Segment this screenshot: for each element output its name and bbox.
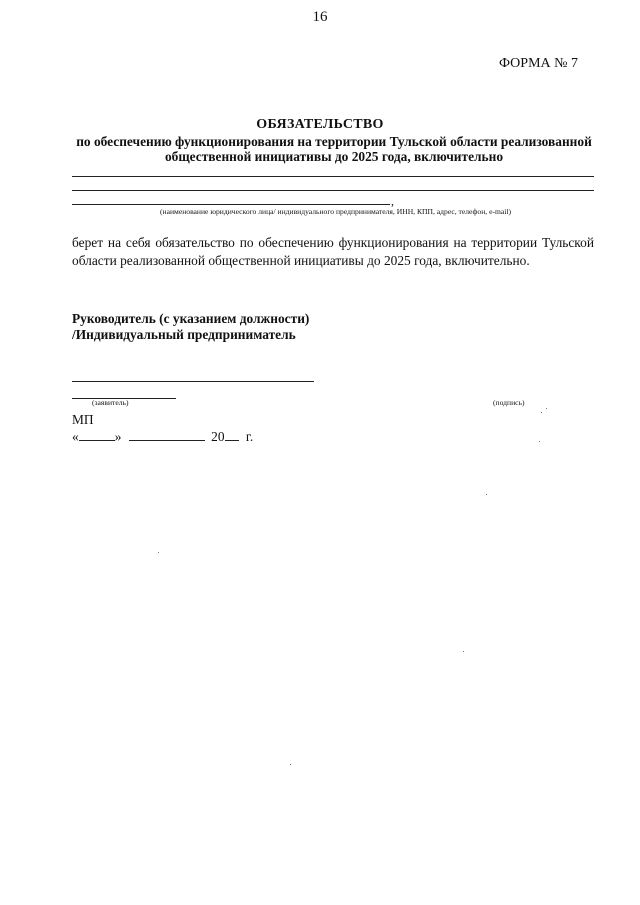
month-blank — [129, 429, 205, 441]
signature-caption: (подпись) — [493, 398, 525, 407]
entity-fill-line-2 — [72, 190, 594, 191]
scan-speck — [158, 552, 159, 553]
signer-block — [72, 311, 309, 343]
scan-speck — [539, 441, 540, 442]
form-number: ФОРМА № 7 — [498, 56, 578, 71]
date-open-quote: « — [72, 429, 79, 444]
entity-caption: (наименование юридического лица/ индивидуального предпринимателя, ИНН, КПП, адрес, телефон, e-mail) — [160, 207, 512, 216]
entity-fill-line-1 — [72, 176, 594, 177]
page-number: 16 — [312, 9, 328, 25]
signer-title: Руководитель (с указанием должности) — [72, 311, 310, 326]
document-subtitle-line-1: по обеспечению функционирования на территории Тульской области реализованной — [76, 134, 592, 149]
entity-fill-line-3 — [72, 204, 390, 205]
document-title: ОБЯЗАТЕЛЬСТВО — [256, 117, 384, 132]
fill-line-comma: , — [391, 194, 394, 208]
scan-speck — [546, 408, 547, 409]
scan-speck — [290, 764, 291, 765]
signer-alt-title: /Индивидуальный предприниматель — [72, 327, 296, 342]
scan-speck — [486, 494, 487, 495]
scan-speck — [463, 651, 464, 652]
year-suffix: г. — [245, 429, 254, 444]
obligation-text: берет на себя обязательство по обеспечению функционирования на территории Тульской области реализованной общественной инициативы до 2025 года, включительно. — [72, 235, 594, 268]
date-close-quote: » — [114, 429, 122, 444]
year-blank — [225, 429, 239, 441]
stamp-label: МП — [72, 412, 94, 427]
date-row — [72, 429, 253, 445]
document-subtitle-line-2: общественной инициативы до 2025 года, включительно — [164, 149, 504, 164]
scan-speck — [541, 412, 542, 413]
applicant-caption: (заявитель) — [92, 398, 129, 407]
year-prefix: 20 — [211, 429, 225, 444]
day-blank — [79, 429, 115, 441]
applicant-name-line — [72, 381, 314, 382]
